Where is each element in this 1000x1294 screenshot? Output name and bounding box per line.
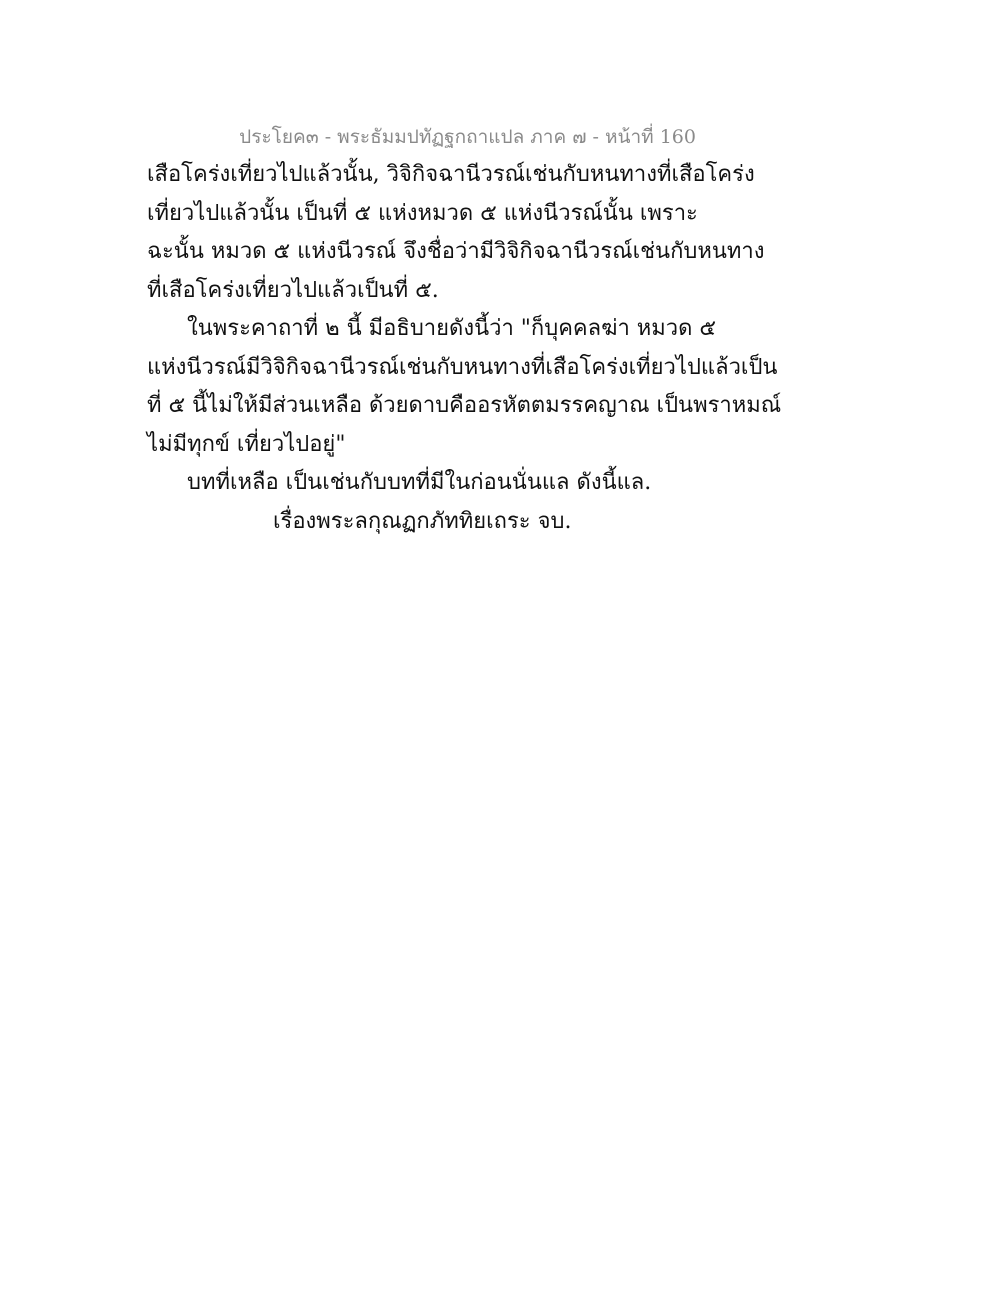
body-text (147, 156, 782, 541)
text-line: ที่ ๕ นี้ไม่ให้มีส่วนเหลือ ด้วยดาบคืออรหัตตมรรคญาณ เป็นพราหมณ์ (147, 393, 782, 418)
text-line: เที่ยวไปแล้วนั้น เป็นที่ ๕ แห่งหมวด ๕ แห่งนีวรณ์นั้น เพราะ (147, 200, 698, 226)
paragraph-start-line: ในพระคาถาที่ ๒ นี้ มีอธิบายดังนี้ว่า "ก็บุคคลฆ่า หมวด ๕ (187, 316, 717, 341)
paragraph-start-line: บทที่เหลือ เป็นเช่นกับบทที่มีในก่อนนั่นแล ดังนี้แล. (187, 470, 652, 495)
story-end-line: เรื่องพระลกุณฏกภัททิยเถระ จบ. (273, 508, 572, 534)
text-line: ที่เสือโคร่งเที่ยวไปแล้วเป็นที่ ๕. (147, 277, 439, 303)
text-line: เสือโคร่งเที่ยวไปแล้วนั้น, วิจิกิจฉานีวรณ์เช่นกับหนทางที่เสือโคร่ง (147, 162, 755, 187)
running-header: ประโยค๓ - พระธัมมปทัฏฐกถาแปล ภาค ๗ - หน้าที่ 160 (239, 126, 696, 148)
text-line: แห่งนีวรณ์มีวิจิกิจฉานีวรณ์เช่นกับหนทางที่เสือโคร่งเที่ยวไปแล้วเป็น (147, 354, 778, 380)
text-line: ไม่มีทุกข์ เที่ยวไปอยู่" (147, 431, 346, 457)
text-line: ฉะนั้น หมวด ๕ แห่งนีวรณ์ จึงชื่อว่ามีวิจิกิจฉานีวรณ์เช่นกับหนทาง (147, 239, 765, 264)
